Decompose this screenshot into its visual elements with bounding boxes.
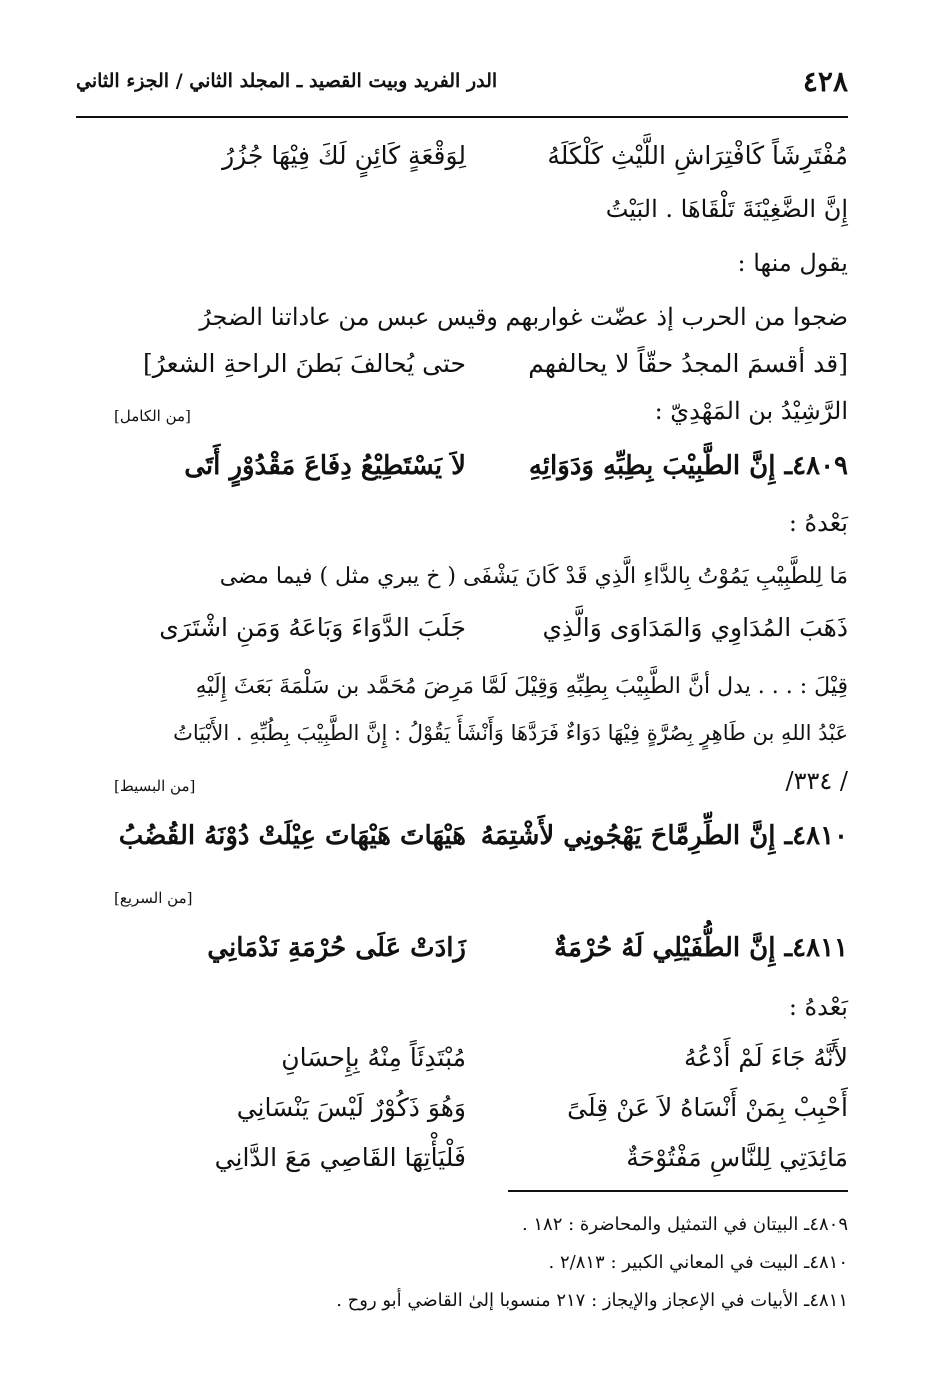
header-rule	[76, 116, 848, 118]
hemistich-left: فَلْيَأْتِهَا القَاصِي مَعَ الدَّانِي	[214, 1143, 466, 1172]
running-title: الدر الفريد وبيت القصيد ـ المجلد الثاني / الجزء الثاني	[76, 70, 498, 92]
verse-line-5	[76, 344, 848, 384]
meter-label: [من الكامل]	[114, 407, 191, 425]
hemistich-right: ٤٨١٠ـ إِنَّ الطِّرِمَّاحَ يَهْجُونِي لأَشْتِمَهُ	[480, 821, 848, 851]
text-line-10: قِيْلَ : . . . يدل أنَّ الطَّبِيْبَ بِطِبِّهِ وَقِيْلَ لَمَّا مَرِضَ مُحَمَّد بن سَلْمَةَ بَعَثَ إِلَيْهِ	[195, 674, 848, 699]
verse-4811	[76, 928, 848, 968]
hemistich-left: مُبْتَدِئَاً مِنْهُ بِإِحسَانِ	[281, 1043, 466, 1072]
footnote-4810: ٤٨١٠ـ البيت في المعاني الكبير : ٢/٨١٣ .	[548, 1252, 848, 1273]
hemistich-left: لِوَقْعَةٍ كَائِنٍ لَكَ فِيْهَا جُزُرُ	[222, 141, 466, 170]
verse-4810	[76, 816, 848, 856]
meter-label: [من السريع]	[114, 889, 193, 907]
verse-line-1	[76, 136, 848, 176]
hemistich-left: لاَ يَسْتَطِيْعُ دِفَاعَ مَقْدُوْرٍ أَتَى	[184, 451, 466, 481]
text-line-2: إِنَّ الضَّغِيْنَةَ تَلْقَاهَا . البَيْتُ	[605, 195, 848, 223]
hemistich-left: هَيْهَاتَ هَيْهَاتَ عِيْلَتْ دُوْنَهُ القُضُبُ	[118, 821, 466, 851]
text-line-12: / ٣٣٤/	[785, 767, 848, 795]
verse-line-16	[76, 1138, 848, 1178]
text-line-11: عَبْدُ اللهِ بن طَاهِرٍ بِصُرَّةٍ فِيْهَا دَوَاءٌ فَرَدَّهَا وَأَنْشَأَ يَقُوْلُ : إِنَّ الطَّبِيْبَ بِطُبِّهِ . الأَبْيَاتُ	[173, 721, 848, 745]
hemistich-left: جَلَبَ الدَّوَاءَ وَبَاعَهُ وَمَنِ اشْتَرَى	[159, 613, 466, 642]
verse-line-15	[76, 1088, 848, 1128]
hemistich-right: [قد أقسمَ المجدُ حقّاً لا يحالفهم	[528, 349, 848, 378]
hemistich-left: زَادَتْ عَلَى حُرْمَةِ نَدْمَانِي	[207, 933, 466, 963]
hemistich-right: مُفْتَرِشَاً كَافْتِرَاشِ اللَّيْثِ كَلْكَلَهُ	[547, 141, 848, 170]
hemistich-left: وَهُوَ ذَكُوْرٌ لَيْسَ يَنْسَانِي	[236, 1093, 466, 1122]
hemistich-right: لأَنَّهُ جَاءَ لَمْ أَدْعُهُ	[684, 1043, 848, 1072]
footnote-rule	[508, 1190, 848, 1192]
poet-name-line: الرَّشِيْدُ بن المَهْدِيّ :	[654, 397, 848, 425]
text-line-3: يقول منها :	[737, 249, 848, 277]
text-line-8: مَا لِلطَّبِيْبِ يَمُوْتُ بِالدَّاءِ الَّذِي قَدْ كَانَ يَشْفَى ( خ يبري مثل ) فيما مضى	[219, 564, 848, 589]
hemistich-right: مَائِدَتِي لِلنَّاسِ مَفْتُوْحَةٌ	[626, 1143, 848, 1172]
verse-line-14	[76, 1038, 848, 1078]
hemistich-right: ٤٨٠٩ـ إِنَّ الطَّبِيْبَ بِطِبِّهِ وَدَوَائِهِ	[528, 451, 848, 481]
page-number: ٤٢٨	[802, 64, 848, 98]
hemistich-right: أَحْبِبْ بِمَنْ أَنْسَاهُ لاَ عَنْ قِلَىً	[567, 1093, 848, 1122]
meter-label: [من البسيط]	[114, 777, 196, 795]
hemistich-right: ذَهَبَ المُدَاوِي وَالمَدَاوَى وَالَّذِي	[542, 613, 848, 642]
footnote-4811: ٤٨١١ـ الأبيات في الإعجاز والإيجاز : ٢١٧ منسوبا إلىٰ القاضي أبو روح .	[336, 1290, 848, 1311]
hemistich-left: حتى يُحالفَ بَطنَ الراحةِ الشعرُ]	[143, 349, 466, 378]
text-line-4: ضجوا من الحرب إذ عضّت غواربهم وقيس عبس من عاداتنا الضجرُ	[199, 303, 848, 331]
verse-4809	[76, 446, 848, 486]
footnote-4809: ٤٨٠٩ـ البيتان في التمثيل والمحاضرة : ١٨٢ .	[521, 1214, 848, 1235]
text-line-7: بَعْدهُ :	[788, 509, 848, 537]
text-line-13: بَعْدهُ :	[788, 993, 848, 1021]
verse-line-9	[76, 608, 848, 648]
page-header	[76, 56, 848, 106]
hemistich-right: ٤٨١١ـ إِنَّ الطُّفَيْلِي لَهُ حُرْمَةٌ	[554, 933, 848, 963]
